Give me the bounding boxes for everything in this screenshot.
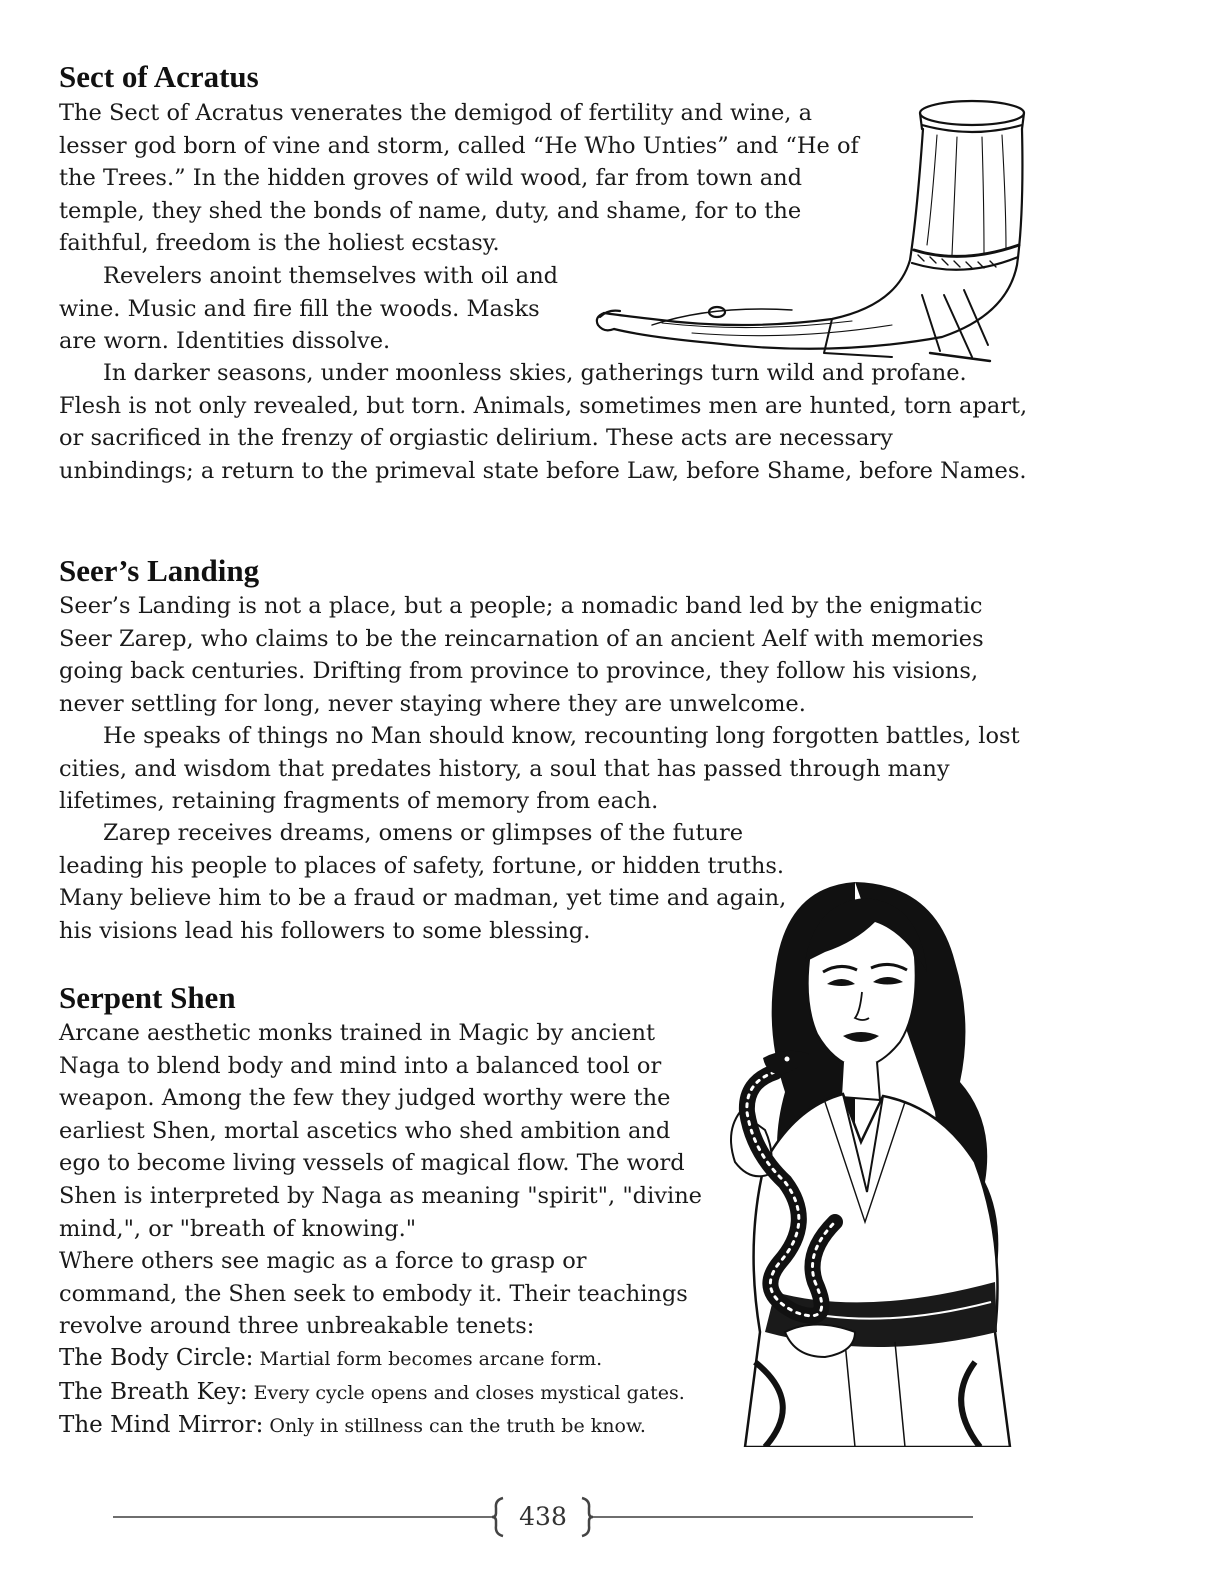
footer-rule-right	[590, 1516, 973, 1518]
seers-landing-paragraph-2: He speaks of things no Man should know, recounting long forgotten battles, lost cities, and wisdom that predates history, a soul that has passed through many lifetimes, retaining fragments of memory from each.	[59, 723, 1020, 815]
acratus-paragraph-3: In darker seasons, under moonless skies, gatherings turn wild and profane. Flesh is not only revealed, but torn. Animals, sometimes men are hunted, torn apart, or sacrificed in the frenzy of orgiastic delirium. These acts are necessary unbindings; a return to the primeval state before Law, before Shame, before Names.	[59, 360, 1028, 484]
tenet-definition: Martial form becomes arcane form.	[253, 1348, 603, 1370]
tenet-term: The Breath Key:	[59, 1378, 248, 1405]
serpent-woman-illustration	[705, 862, 1035, 1447]
serpent-shen-paragraph-1: Arcane aesthetic monks trained in Magic by ancient Naga to blend body and mind into a balanced tool or weapon. Among the few they judged worthy were the earliest Shen, mortal ascetics who shed ambition and ego to become living vessels of magical flow. The word Shen is interpreted by Naga as meaning "spirit", "divine mind,", or "breath of knowing."	[59, 1020, 702, 1242]
section-heading-serpent-shen: Serpent Shen	[59, 980, 236, 1015]
page-number-bracket-left	[491, 1496, 505, 1538]
tenets-list	[59, 1342, 739, 1443]
drinking-horn-illustration	[592, 95, 1037, 367]
tenet-body-circle	[59, 1342, 739, 1376]
seers-landing-paragraph-3: Zarep receives dreams, omens or glimpses of the future leading his people to places of safety, fortune, or hidden truths. Many believe him to be a fraud or madman, yet time and again, his visions lead his followers to some blessing.	[59, 820, 787, 944]
serpent-shen-paragraph-2: Where others see magic as a force to grasp or command, the Shen seek to embody it. Their teachings revolve around three unbreakable tenets:	[59, 1248, 688, 1340]
tenet-breath-key	[59, 1376, 739, 1410]
seers-landing-paragraph-1: Seer’s Landing is not a place, but a people; a nomadic band led by the enigmatic Seer Zarep, who claims to be the reincarnation of an ancient Aelf with memories going back centuries. Drifting from province to province, they follow his visions, never settling for long, never staying where they are unwelcome.	[59, 593, 984, 717]
tenet-definition: Every cycle opens and closes mystical gates.	[247, 1381, 685, 1404]
tenet-definition: Only in stillness can the truth be know.	[263, 1415, 646, 1438]
section-heading-seers-landing: Seer’s Landing	[59, 553, 260, 588]
acratus-paragraph-1: The Sect of Acratus venerates the demigod of fertility and wine, a lesser god born of vine and storm, called “He Who Unties” and “He of the Trees.” In the hidden groves of wild wood, far from town and temple, they shed the bonds of name, duty, and shame, for to the faithful, freedom is the holiest ecstasy.	[59, 100, 859, 257]
page-number-bracket-right	[580, 1496, 594, 1538]
tenet-term: The Mind Mirror:	[59, 1412, 264, 1439]
tenet-term: The Body Circle:	[59, 1345, 254, 1371]
section-heading-sect-of-acratus: Sect of Acratus	[59, 59, 259, 94]
page-number: 438	[519, 1502, 567, 1531]
tenet-mind-mirror	[59, 1409, 739, 1443]
footer-rule-left	[113, 1516, 495, 1518]
acratus-paragraph-2: Revelers anoint themselves with oil and wine. Music and fire fill the woods. Masks are worn. Identities dissolve.	[59, 263, 559, 355]
